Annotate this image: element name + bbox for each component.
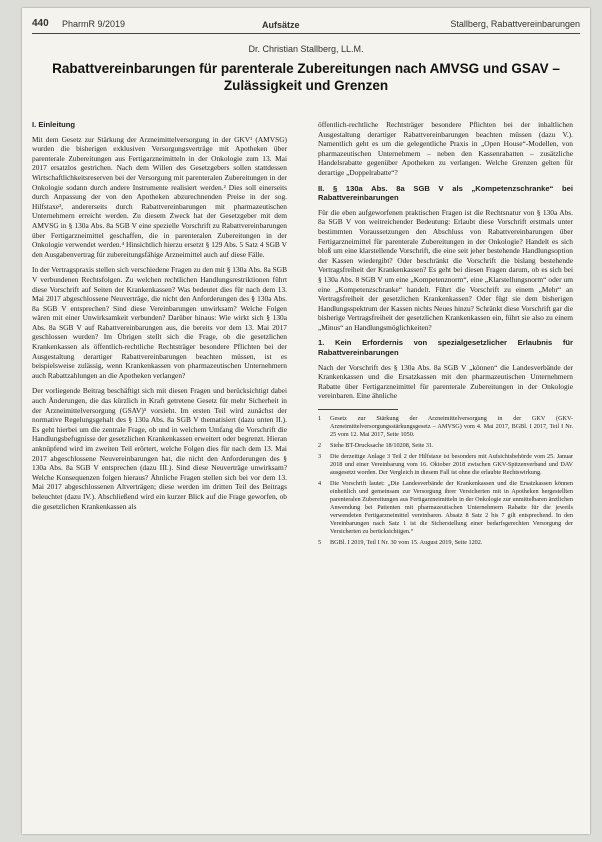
footnote-number: 5	[318, 539, 322, 547]
footnote-text: Siehe BT-Drucksache 18/10208, Seite 31.	[330, 442, 434, 450]
author-line: Dr. Christian Stallberg, LL.M.	[248, 44, 364, 54]
footnote	[318, 453, 573, 477]
footnote-number: 4	[318, 480, 322, 488]
footnote-text: Die derzeitige Anlage 3 Teil 2 der Hilfstaxe ist besonders mit Aufsichtsbehörde vom 25. Januar 2018 und einer Vereinbarung vom 16. Oktober 2018 zwischen GKV-Spitzenverband und DAV ausgesetzt worden. Der Vergleich in diesem Fall ist ohne die erlaubte Rechtswirkung.	[330, 453, 573, 477]
footnote-number: 2	[318, 442, 322, 450]
section-heading: II. § 130a Abs. 8a SGB V als „Kompetenzschranke“ bei Rabattvereinbarungen	[318, 183, 573, 203]
body-paragraph: In der Vertragspraxis stellen sich verschiedene Fragen zu den mit § 130a Abs. 8a SGB V verbundenen Rechtsfolgen. Zu welchen rechtlichen Handlungsrestriktionen führt diese Vorschrift auf Seiten der Krankenkassen? Was bedeutet dies für nach dem 13. Mai 2017 abgeschlossene Neuverträge, die nicht den Anforderungen des § 130a Abs. 8a SGB V entsprechen? Sind diese Vereinbarungen unwirksam? Welche Folgen wären mit einer Unwirksamkeit verbunden? Darüber hinaus: Wie wirkt sich § 130a Abs. 8a SGB V auf Rabattvereinbarungen aus, die bereits vor dem 13. Mai 2017 geschlossen wurden? Im Übrigen stellt sich die Frage, ob die gesetzlichen Krankenkassen als öffentlich-rechtliche Rechtsträger besondere Pflichten bei der Ausgestaltung derartiger Rabattvereinbarungen beachten müssen, ist es beispielsweise zulässig, wenn Krankenkassen von pharmazeutischen Unternehmern auch Rabattzahlungen an die Apotheken verlangen?	[32, 265, 287, 380]
footnote	[318, 442, 573, 450]
journal-reference: PharmR 9/2019	[62, 19, 126, 29]
journal-page	[22, 8, 590, 834]
body-paragraph: Nach der Vorschrift des § 130a Abs. 8a SGB V „können“ die Landesverbände der Krankenkassen und die Ersatzkassen mit den pharmazeutischen Unternehmern Rabatte über Fertigarzneimittel für parenterale Zubereitungen in der Onkologie vereinbaren. Eine ähnliche	[318, 362, 573, 401]
body-paragraph: Mit dem Gesetz zur Stärkung der Arzneimittelversorgung in der GKV¹ (AMVSG) wurden die bisherigen exklusiven Versorgungsverträge mit Apotheken über parenterale Zubereitungen aus Fertigarzneimitteln in der Onkologie zum 13. Mai 2017 ersatzlos gestrichen. Nach dem Willen des Gesetzgebers sollen stattdessen Wirtschaftlichkeitsreserven bei der Versorgung mit parenteralen Zubereitungen in der Onkologie sodann durch andere Instrumente realisiert werden.² Dies soll einerseits durch Anpassung der von den Apotheken abzurechnenden Preise in der sog. Hilfstaxe³, andererseits durch Rabattvereinbarungen mit pharmazeutischen Unternehmern erreicht werden. Zu diesem Zweck hat der Gesetzgeber mit dem AMVSG in § 130a Abs. 8a SGB V eine spezielle Vorschrift zu Rabattvereinbarungen über Fertigarzneimittel geschaffen, die in parenteralen Zubereitungen in der Onkologie verwendet werden.⁴ Hinsichtlich hierzu ersetzt § 129 Abs. 5 Satz 4 SGB V den Ausgabenvertrag für zubereitungsfähige Arzneimittel auch auf diese Fälle.	[32, 134, 287, 259]
body-paragraph: öffentlich-rechtliche Rechtsträger besondere Pflichten bei der inhaltlichen Ausgestaltung derartiger Rabattvereinbarungen beachten müssen (dazu V.). Namentlich geht es um die gelegentliche Praxis in „Open House“-Modellen, von pharmazeutischen Unternehmern – neben den Kassenrabatten – zusätzliche Handelsrabatte gegenüber Apotheken zu verlangen. Welche Grenzen gelten für derartige „Doppelrabatte“?	[318, 120, 573, 177]
footnote-number: 1	[318, 415, 322, 423]
right-column	[318, 120, 573, 550]
page-number: 440	[32, 18, 49, 29]
header-rule	[32, 33, 580, 34]
body-paragraph: Der vorliegende Beitrag beschäftigt sich mit diesen Fragen und berücksichtigt dabei auch Änderungen, die das kürzlich in Kraft getretene Gesetz für mehr Sicherheit in der Arzneimittelversorgung (GSAV)⁵ vorsieht. Im ersten Teil wird zunächst der normative Regelungsgehalt des § 130a Abs. 8a SGB V thematisiert (dazu unten II.). Es geht hierbei um die zentrale Frage, ob und in welchem Umfang die Vorschrift die Handlungsbefugnisse der gesetzlichen Krankenkassen erweitert oder begrenzt. Hieran anknüpfend wird im zweiten Teil erörtert, welche Folgen dies für nach dem 13. Mai 2017 abgeschlossene Neuvereinbarungen hat, die nicht den Anforderungen des § 130a Abs. 8a SGB V entsprechen (dazu III.). Sind diese Neuverträge unwirksam? Welche Konsequenzen folgen hieraus? Ähnliche Fragen stellen sich bei vor dem 13. Mai 2017 abgeschlossenen Altverträgen; diese werden im dritten Teil des Beitrags beleuchtet (dazu IV.). Abschließend wird ein kurzer Blick auf die Frage geworfen, ob die gesetzlichen Krankenkassen als	[32, 386, 287, 511]
section-heading: I. Einleitung	[32, 120, 76, 129]
article-title: Rabattvereinbarungen für parenterale Zubereitungen nach AMVSG und GSAV – Zulässigkeit und Grenzen	[52, 61, 560, 93]
left-column	[32, 120, 287, 517]
running-title: Stallberg, Rabattvereinbarungen	[450, 19, 580, 29]
section-label: Aufsätze	[262, 20, 300, 30]
footnote	[318, 480, 573, 536]
footnote-text: Die Vorschrift lautet: „Die Landesverbände der Krankenkassen und die Ersatzkassen können einheitlich und gemeinsam zur Versorgung ihrer Versicherten mit in Apotheken hergestellten parenteralen Zubereitungen aus Fertigarzneimitteln in der Onkologie zur unmittelbaren ärztlichen Anwendung bei Patienten mit pharmazeutischen Unternehmern Rabatte für die jeweils verwendeten Fertigarzneimittel vereinbaren. Absatz 8 Satz 2 bis 7 gilt entsprechend. In den Vereinbarungen nach Satz 1 ist die Sicherstellung einer bedarfsgerechten Versorgung der Versicherten zu berücksichtigen.“	[330, 480, 573, 536]
footnote-rule	[318, 409, 398, 410]
footnote-text: Gesetz zur Stärkung der Arzneimittelversorgung in der GKV (GKV-Arzneimittelversorgungsstärkungsgesetz – AMVSG) vom 4. Mai 2017, BGBl. I 2017, Teil I Nr. 25 vom 12. Mai 2017, Seite 1050.	[330, 415, 573, 439]
footnote-text: BGBl. I 2019, Teil I Nr. 30 vom 15. August 2019, Seite 1202.	[330, 539, 483, 547]
body-paragraph: Für die eben aufgeworfenen praktischen Fragen ist die Rechtsnatur von § 130a Abs. 8a SGB V von weitreichender Bedeutung: Erlaubt diese Vorschrift erstmals unter bestimmten Voraussetzungen den Abschluss von Rabattvereinbarungen über Fertigarzneimittel für parenterale Zubereitungen in der Onkologie? Handelt es sich bloß um eine klarstellende Vorschrift, die eine seit jeher bestehende Handlungsoption der Kassen wiedergibt? Oder beschränkt die Vorschrift die bislang bestehende Vertragsfreiheit der Krankenkassen? Es geht bei diesen Fragen darum, ob es sich bei § 130a Abs. 8 SGB V um eine „Kompetenznorm“, eine „Klarstellungsnorm“ oder um eine „Kompetenzschranke“ handelt. Führt die Vorschrift zu einem „Mehr“ an Vertragsfreiheit der gesetzlichen Krankenkassen? Oder fügt sie dem bisherigen Handlungsspektrum der Kassen nichts Neues hinzu? Schränkt diese Vorschrift gar die bisherige Vertragsfreiheit der gesetzlichen Krankenkassen ein, führt sie also zu einem „Minus“ an Handlungsmöglichkeiten?	[318, 207, 573, 332]
footnote	[318, 539, 573, 547]
footnote-number: 3	[318, 453, 322, 461]
page-header	[32, 14, 580, 36]
footnotes	[318, 415, 573, 547]
footnote	[318, 415, 573, 439]
subsection-heading: 1. Kein Erfordernis von spezialgesetzlicher Erlaubnis für Rabattvereinbarungen	[318, 338, 573, 358]
